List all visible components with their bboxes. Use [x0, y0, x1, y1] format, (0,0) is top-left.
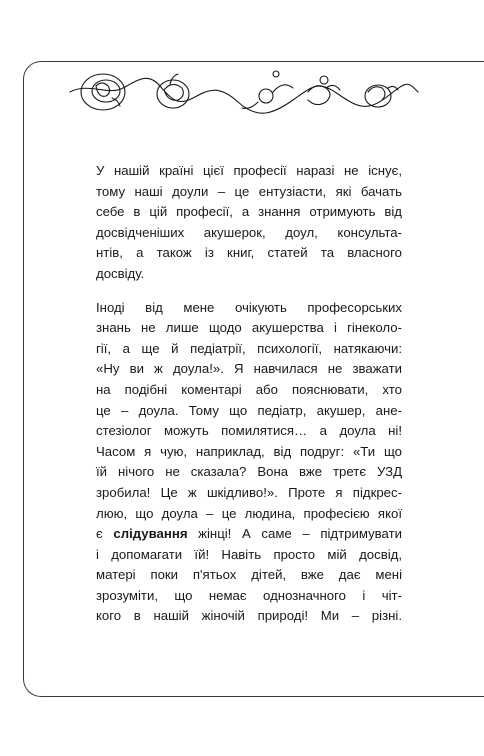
text-line: Часом я чую, наприклад, від подруг: «Ти що	[96, 443, 402, 459]
text-line: нтів, а також із книг, статей та власного	[96, 245, 402, 261]
text-line: «Ну ви ж доула!». Я навчилася не зважати	[96, 361, 402, 377]
text-line: знань не лише щодо акушерства і гінеколо-	[96, 320, 402, 336]
text-line: кого в нашій жіночій природі! Ми – різні.	[96, 608, 402, 624]
text-fragment: є	[96, 526, 114, 542]
paragraph-2	[96, 298, 402, 628]
text-line: це – доула. Тому що педіатр, акушер, ане-	[96, 402, 402, 418]
text-fragment: жінці! А саме – підтримувати	[187, 526, 402, 542]
text-line: себе в цій професії, а знання отримують від	[96, 204, 402, 220]
text-line: У нашій країні цієї професії наразі не існує,	[96, 163, 402, 178]
text-line: матері поки п'ятьох дітей, вже дає мені	[96, 567, 402, 583]
text-line: стезіолог можуть помилятися… а доула ні!	[96, 423, 402, 439]
bold-term: слідування	[113, 526, 188, 542]
text-line: гії, а ще й педіатрії, психології, натякаючи:	[96, 340, 402, 356]
text-line: зрозуміти, що немає однозначного і чіт-	[96, 587, 402, 603]
text-line: тому наші доули – це ентузіасти, які бачать	[96, 183, 402, 199]
text-line: Іноді від мене очікують професорських	[96, 299, 402, 315]
ornament-illustration	[68, 62, 420, 120]
text-line: їй нічого не сказала? Вона вже третє УЗД	[96, 464, 402, 480]
text-line: люю, що доула – це людина, професією якої	[96, 505, 402, 521]
body-text	[96, 161, 402, 640]
text-line: зробила! Це ж шкідливо!». Проте я підкрес-	[96, 484, 402, 500]
text-line-with-bold	[96, 524, 402, 545]
text-line: досвіду.	[96, 265, 145, 281]
text-line: на подібні коментарі або пояснювати, хто	[96, 381, 402, 397]
text-line: і допомагати їй! Навіть просто мій досвід,	[96, 546, 402, 562]
paragraph-1	[96, 161, 402, 285]
text-line: досвідченіших акушерок, доул, консульта-	[96, 224, 402, 240]
